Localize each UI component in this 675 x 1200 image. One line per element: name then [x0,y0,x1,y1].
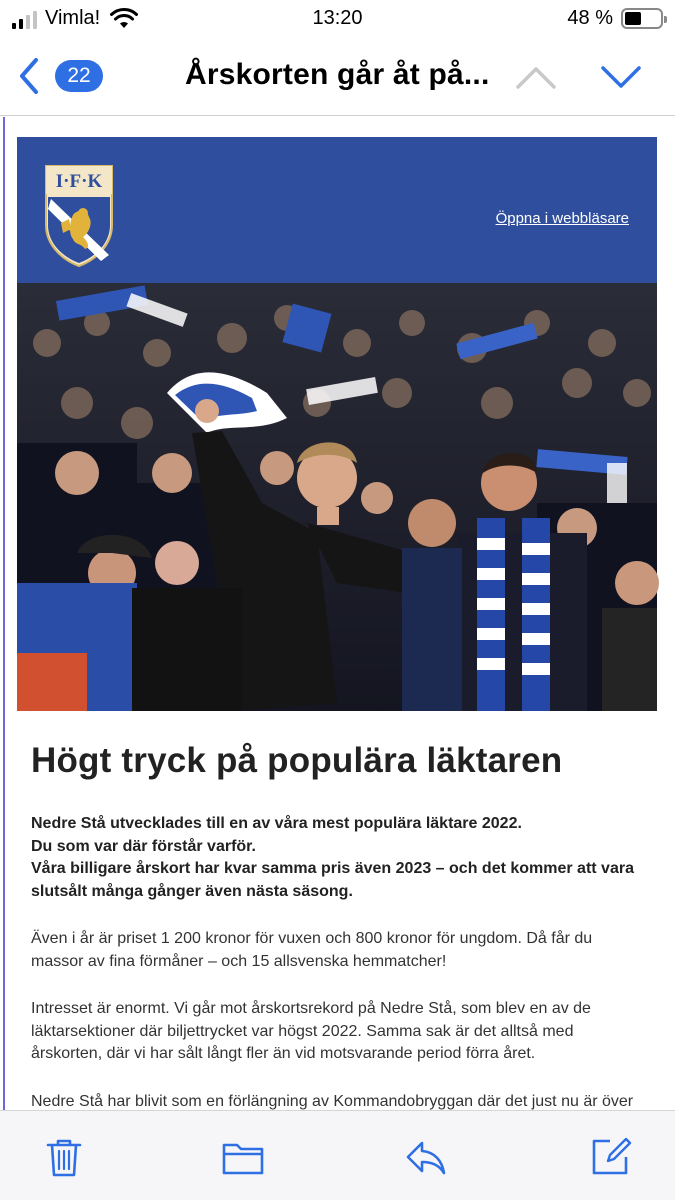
crowd-photo-illustration [17,283,657,711]
email-body-scroll[interactable] [0,117,675,1110]
next-message-chevron-down-icon[interactable] [600,62,642,92]
interest-paragraph: Intresset är enormt. Vi går mot årskortsrekord på Nedre Stå, som blev en av de läktarsektioner där biljettrycket var högst 2022. Samma sak är det alltså med årskorten, där vi har sålt långt fler än vid motsvarande period förra året. [31,1000,591,1062]
intro-line-1: Nedre Stå utvecklades till en av våra mest populära läktare 2022. [31,815,522,832]
open-in-browser-link[interactable]: Öppna i webbläsare [495,210,629,227]
article-headline: Högt tryck på populära läktaren [31,741,563,780]
article-body [17,741,657,1136]
email-subject-title: Årskorten går åt på... [185,58,490,91]
folder-icon[interactable] [221,1135,265,1179]
svg-text:I·F·K: I·F·K [55,171,103,192]
ifk-crest-logo [43,163,115,269]
kommandobryggan-paragraph: Nedre Stå har blivit som en förlängning av Kommandobryggan där det just nu är över [31,1092,634,1110]
status-bar [0,0,675,40]
battery-fill [625,12,641,25]
mail-nav-bar [0,40,675,116]
trash-icon[interactable] [42,1135,86,1179]
newsletter-email [17,137,657,1136]
previous-message-chevron-up-icon[interactable] [515,62,557,92]
reply-icon[interactable] [404,1135,448,1179]
compose-icon[interactable] [588,1135,632,1179]
article-intro [31,813,643,903]
intro-line-2: Du som var där förstår varför. [31,837,256,855]
mail-bottom-toolbar [0,1110,675,1200]
message-count-badge[interactable]: 22 [55,60,103,92]
status-right [567,7,663,30]
battery-percentage: 48 % [567,7,613,29]
thread-indicator-line [3,117,5,1110]
price-paragraph: Även i år är priset 1 200 kronor för vuxen och 800 kronor för ungdom. Då får du massor av fina förmåner – och 15 allsvenska hemmatcher! [31,930,593,970]
newsletter-header-banner [17,137,657,283]
supporters-crowd-photo [17,283,657,711]
intro-line-3: Våra billigare årskort har kvar samma pris även 2023 – och det kommer att vara slutsålt många gånger även nästa säsong. [31,860,634,900]
carrier-name: Vimla! [45,7,101,29]
battery-icon [621,8,663,29]
back-chevron-icon[interactable] [14,56,44,96]
status-time: 13:20 [312,7,363,29]
